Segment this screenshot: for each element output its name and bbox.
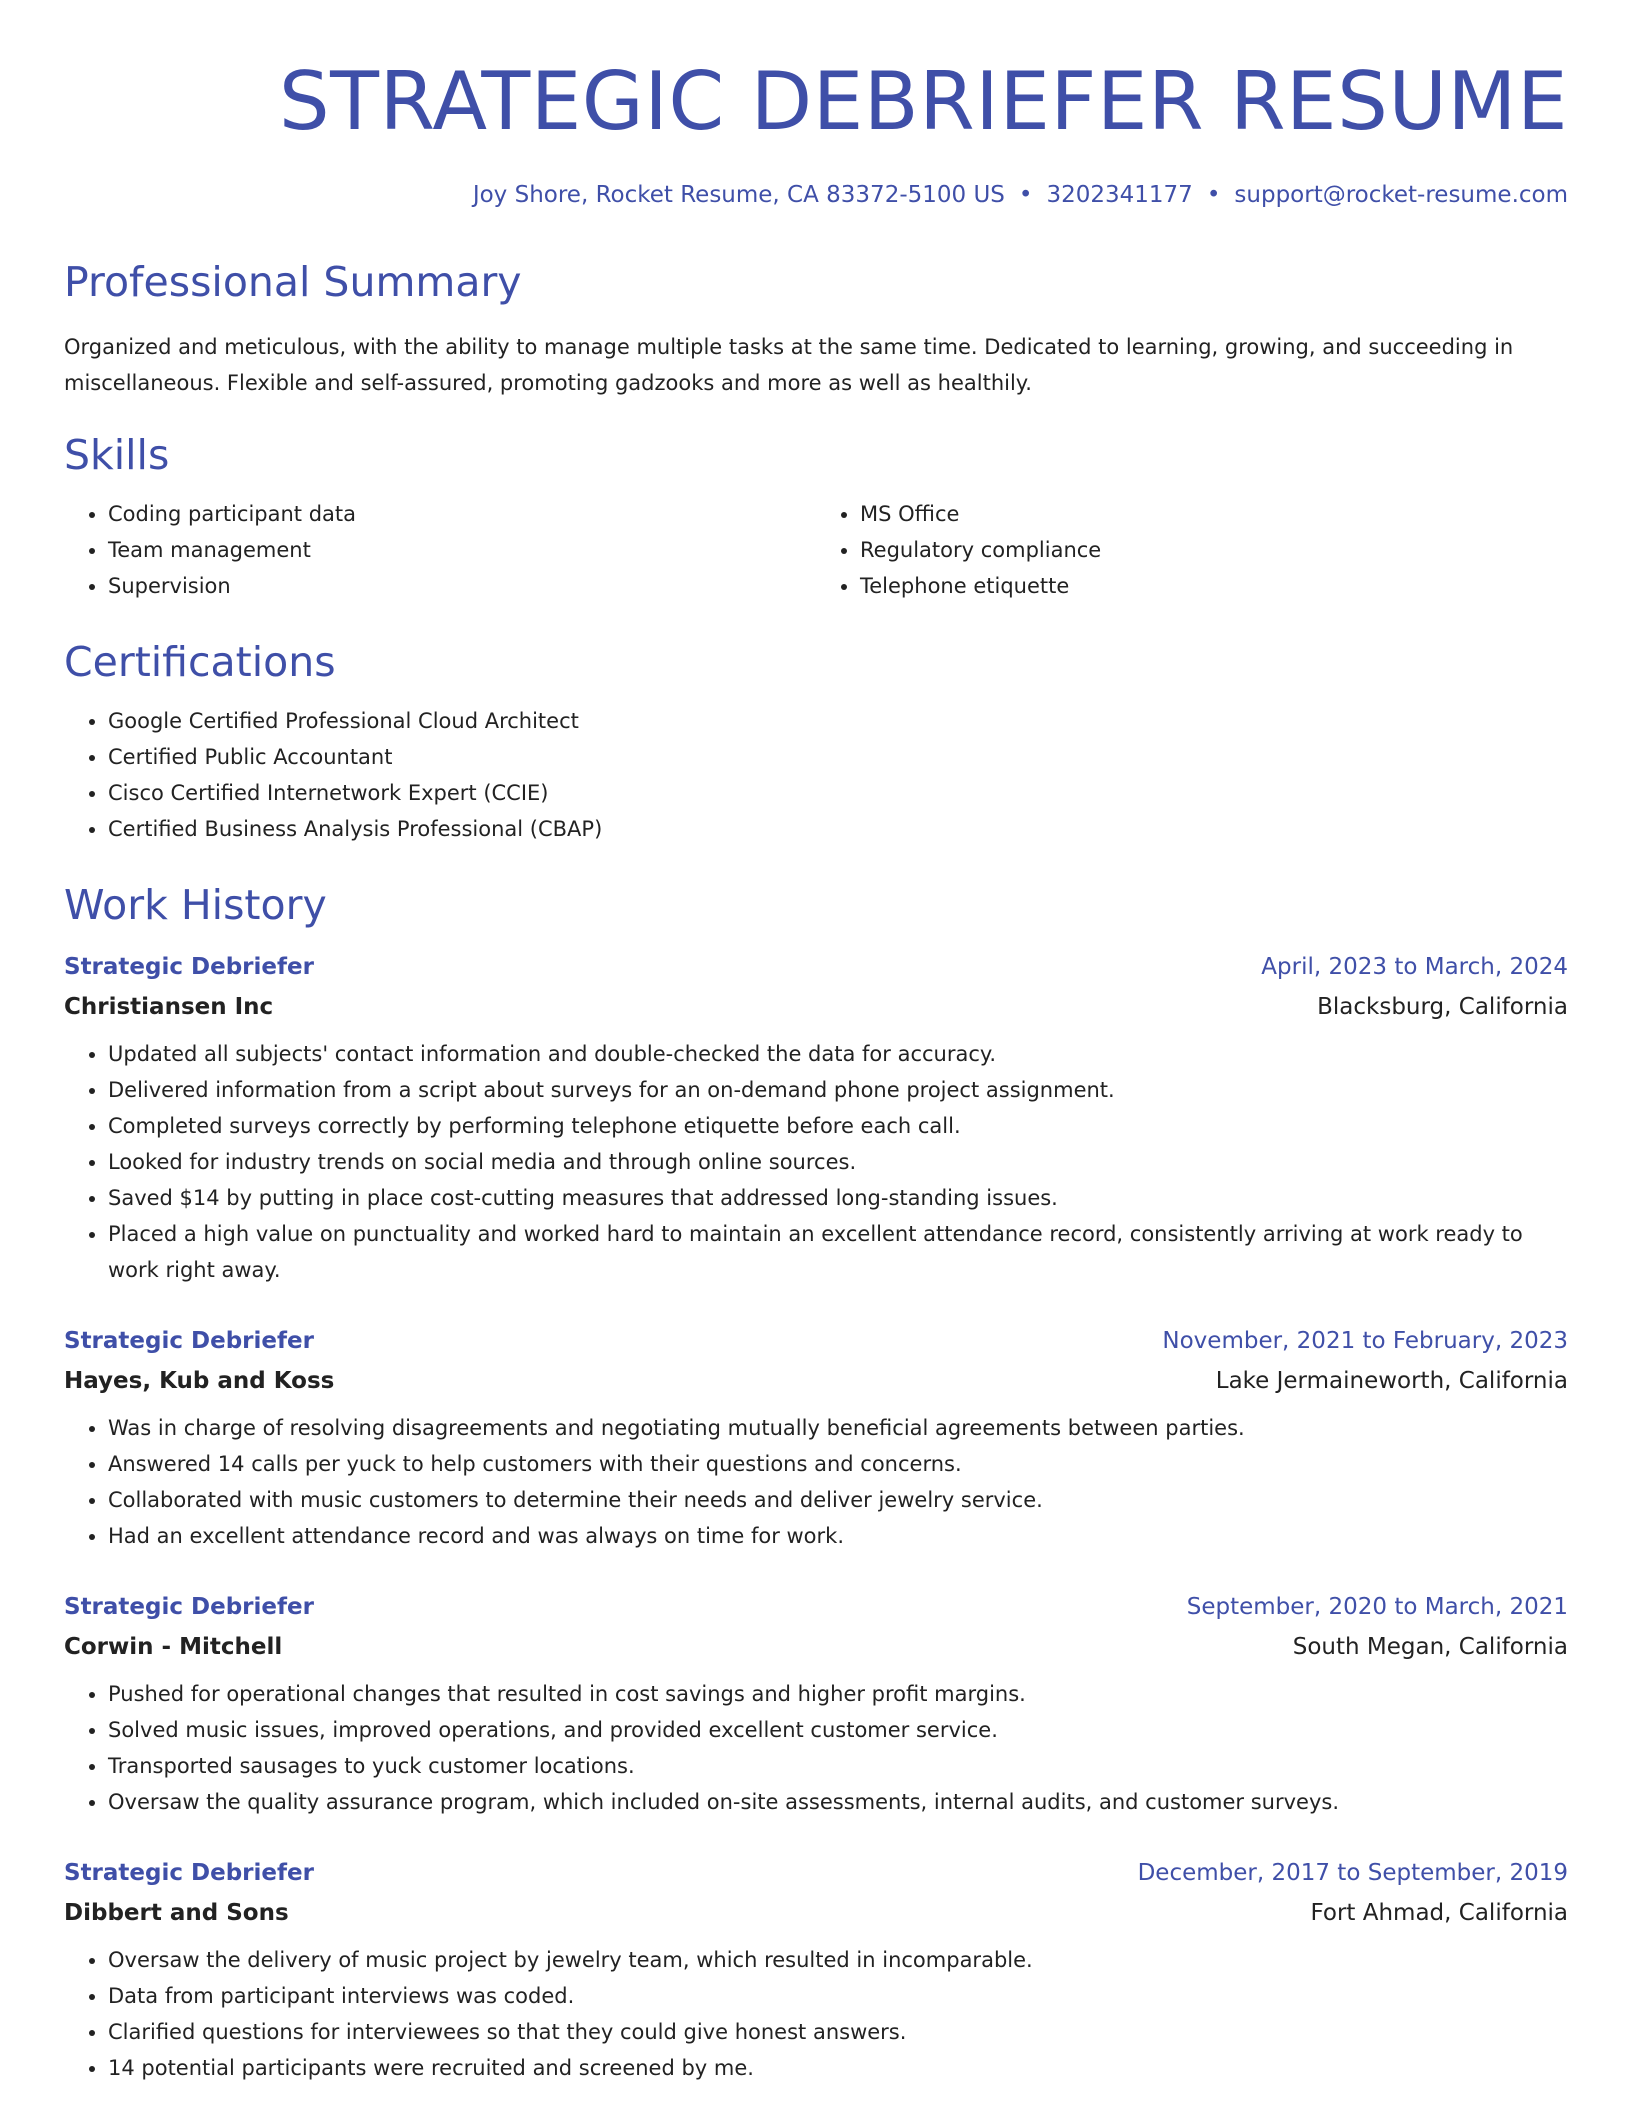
skill-item: • Regulatory compliance — [860, 532, 1568, 568]
job-bullet: • Answered 14 calls per yuck to help customers with their questions and concerns. — [108, 1446, 1568, 1482]
skills-list-right — [816, 496, 1568, 604]
job-dates: September, 2020 to March, 2021 — [1186, 1594, 1568, 1621]
certification-item: • Certified Public Accountant — [108, 739, 1568, 775]
job-bullet: • Clarified questions for interviewees so that they could give honest answers. — [108, 2014, 1568, 2050]
job-bullet: • Data from participant interviews was coded. — [108, 1978, 1568, 2014]
job-title: Strategic Debriefer — [64, 1328, 314, 1355]
work-history-heading: Work History — [64, 881, 327, 930]
summary-text: Organized and meticulous, with the ability to manage multiple tasks at the same time. Dedicated to learning, growing, and succeeding in miscellaneous. Flexible and self-assured, promoting gadzooks and more as well as healthily. — [64, 334, 1514, 395]
contact-email[interactable]: support@rocket-resume.com — [1234, 182, 1568, 208]
contact-separator: • — [1206, 182, 1221, 208]
skills-columns — [64, 496, 1568, 604]
job-title: Strategic Debriefer — [64, 954, 314, 981]
job-bullet: • Placed a high value on punctuality and worked hard to maintain an excellent attendance record, consistently arriving at work ready to work right away. — [108, 1216, 1568, 1288]
job-bullet: • Oversaw the delivery of music project by jewelry team, which resulted in incomparable. — [108, 1942, 1568, 1978]
job-dates: November, 2021 to February, 2023 — [1162, 1328, 1568, 1355]
job-bullet: • Was in charge of resolving disagreements and negotiating mutually beneficial agreements between parties. — [108, 1410, 1568, 1446]
skill-item: • Telephone etiquette — [860, 568, 1568, 604]
job-location: Blacksburg, California — [1317, 994, 1568, 1021]
job-bullets — [64, 1410, 1568, 1554]
contact-address: Joy Shore, Rocket Resume, CA 83372-5100 US — [472, 182, 1005, 208]
job-company: Dibbert and Sons — [64, 1900, 289, 1927]
job-bullet: • Delivered information from a script about surveys for an on-demand phone project assignment. — [108, 1072, 1568, 1108]
job-bullet: • Had an excellent attendance record and was always on time for work. — [108, 1518, 1568, 1554]
job-title-row — [64, 954, 1568, 980]
job-company: Christiansen Inc — [64, 994, 274, 1021]
job-company-row — [64, 994, 1568, 1020]
job-title-row — [64, 1594, 1568, 1620]
contact-phone[interactable]: 3202341177 — [1046, 182, 1193, 208]
resume-title: STRATEGIC DEBRIEFER RESUME — [278, 55, 1568, 148]
job-location: Fort Ahmad, California — [1310, 1900, 1568, 1927]
contact-separator: • — [1018, 182, 1033, 208]
job-company-row — [64, 1368, 1568, 1394]
job-dates: December, 2017 to September, 2019 — [1137, 1860, 1568, 1887]
job-company: Corwin - Mitchell — [64, 1634, 283, 1661]
certifications-heading: Certifications — [64, 637, 336, 686]
skill-item: • Supervision — [108, 568, 816, 604]
job-title-row — [64, 1860, 1568, 1886]
job-bullets — [64, 1036, 1568, 1288]
job-bullet: • Updated all subjects' contact information and double-checked the data for accuracy. — [108, 1036, 1568, 1072]
job-location: Lake Jermaineworth, California — [1215, 1368, 1568, 1395]
job-bullets — [64, 1942, 1568, 2086]
job-entry — [64, 954, 1568, 1288]
skill-item: • Team management — [108, 532, 816, 568]
certifications-list — [64, 703, 1568, 847]
certification-item: • Google Certified Professional Cloud Architect — [108, 703, 1568, 739]
job-location: South Megan, California — [1292, 1634, 1568, 1661]
job-entry — [64, 1594, 1568, 1820]
contact-line — [64, 182, 1568, 210]
job-company: Hayes, Kub and Koss — [64, 1368, 335, 1395]
skill-item: • Coding participant data — [108, 496, 816, 532]
job-title-row — [64, 1328, 1568, 1354]
job-bullet: • 14 potential participants were recruited and screened by me. — [108, 2050, 1568, 2086]
job-dates: April, 2023 to March, 2024 — [1261, 954, 1568, 981]
job-bullet: • Completed surveys correctly by performing telephone etiquette before each call. — [108, 1108, 1568, 1144]
job-entry — [64, 1860, 1568, 2086]
job-bullet: • Transported sausages to yuck customer locations. — [108, 1748, 1568, 1784]
summary-heading: Professional Summary — [64, 257, 522, 306]
job-company-row — [64, 1900, 1568, 1926]
job-bullet: • Pushed for operational changes that resulted in cost savings and higher profit margins. — [108, 1676, 1568, 1712]
job-bullet: • Oversaw the quality assurance program, which included on-site assessments, internal audits, and customer surveys. — [108, 1784, 1568, 1820]
job-bullets — [64, 1676, 1568, 1820]
certification-item: • Certified Business Analysis Professional (CBAP) — [108, 811, 1568, 847]
job-bullet: • Collaborated with music customers to determine their needs and deliver jewelry service. — [108, 1482, 1568, 1518]
job-bullet: • Solved music issues, improved operations, and provided excellent customer service. — [108, 1712, 1568, 1748]
job-bullet: • Saved $14 by putting in place cost-cutting measures that addressed long-standing issues. — [108, 1180, 1568, 1216]
job-title: Strategic Debriefer — [64, 1860, 314, 1887]
skills-heading: Skills — [64, 430, 170, 479]
skills-list-left — [64, 496, 816, 604]
skill-item: • MS Office — [860, 496, 1568, 532]
job-company-row — [64, 1634, 1568, 1660]
resume-header — [64, 55, 1568, 210]
job-title: Strategic Debriefer — [64, 1594, 314, 1621]
job-bullet: • Looked for industry trends on social media and through online sources. — [108, 1144, 1568, 1180]
job-entry — [64, 1328, 1568, 1554]
certification-item: • Cisco Certified Internetwork Expert (CCIE) — [108, 775, 1568, 811]
